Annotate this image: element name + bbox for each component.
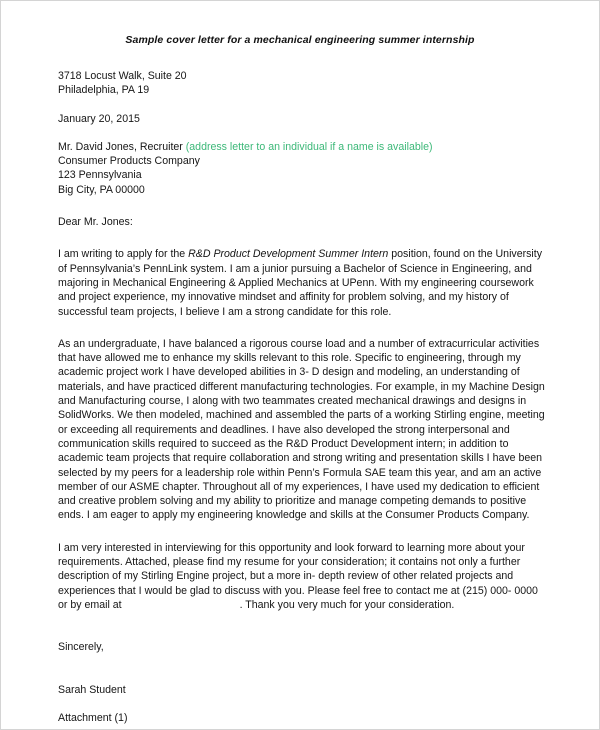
sender-address-line-1: 3718 Locust Walk, Suite 20 — [58, 70, 187, 82]
body-paragraph-3 — [58, 541, 545, 612]
document-title: Sample cover letter for a mechanical engineering summer internship — [125, 34, 475, 46]
paragraph-3-text-before-email: I am very interested in interviewing for this opportunity and look forward to learning more about your requirements. Attached, please find my resume for your consideration; it contains not only a further description of my Stirling Engine project, but a more in- depth review of other related projects and experiences that I would be glad to discuss with you. Please feel free to contact me at (215) 000- 0000 or by email at — [58, 541, 538, 611]
spacer — [58, 126, 545, 140]
attachment-note: Attachment (1) — [58, 711, 128, 724]
recipient-address-block — [58, 140, 545, 197]
position-title: R&D Product Development Summer Intern — [188, 248, 389, 261]
spacer — [58, 229, 545, 247]
spacer — [58, 612, 545, 640]
paragraph-3-text-after-email: . Thank you very much for your consideration. — [239, 598, 455, 611]
recipient-annotation: (address letter to an individual if a name is available) — [185, 140, 433, 153]
sender-address-line-2: Philadelphia, PA 19 — [58, 84, 150, 97]
spacer — [58, 523, 545, 541]
signature-space — [58, 655, 545, 683]
body-paragraph-1 — [58, 247, 545, 318]
spacer — [58, 98, 545, 112]
recipient-name: Mr. David Jones, Recruiter — [58, 140, 183, 153]
paragraph-1-text-before-position: I am writing to apply for the — [58, 248, 189, 261]
sender-address-block — [58, 69, 545, 98]
signature-name: Sarah Student — [58, 683, 126, 696]
recipient-name-line — [58, 140, 545, 154]
paragraph-1-text-after-position: position, found on the University of Pennsylvania’s PennLink system. I am a junior pursuing a Bachelor of Science in Engineering, and majoring in Mechanical Engineering & Applied Mechanics at UPenn. With my engineering coursework and project experience, my innovative mindset and affinity for problem solving, and my history of successful team projects, I believe I am a strong candidate for this role. — [58, 248, 543, 318]
recipient-city-state-zip: Big City, PA 00000 — [58, 183, 145, 196]
recipient-company: Consumer Products Company — [58, 155, 200, 168]
body-paragraph-2: As an undergraduate, I have balanced a rigorous course load and a number of extracurricular activities that have allowed me to enhance my skills relevant to this role. Specific to engineering, through my academic project work I have developed abilities in 3- D design and modeling, an understanding of materials, and have practiced different manufacturing technologies. For example, in my Machine Design and Manufacturing course, I along with two teammates created mechanical drawings and designs in SolidWorks. We then modeled, machined and assembled the parts of a working Stirling engine, meeting or exceeding all requirements and deadlines. I have also developed the strong interpersonal and communication skills required to succeed as the R&D Product Development intern; in addition to academic team projects that require collaboration and strong writing and presentation skills I have been selected by my peers for a leadership role within Penn’s Formula SAE team this year, and am an active member of our ASME chapter. Throughout all of my experiences, I have used my dedication to efficient and creative problem solving and my ability to prioritize and manage competing demands to positive ends. I am eager to apply my engineering knowledge and skills at the Consumer Products Company. — [58, 337, 545, 522]
date-block — [58, 112, 545, 126]
valediction: Sincerely, — [58, 641, 104, 654]
letter-date: January 20, 2015 — [58, 112, 140, 125]
spacer — [58, 197, 545, 215]
spacer — [58, 319, 545, 337]
recipient-street: 123 Pennsylvania — [58, 169, 142, 182]
spacer — [58, 697, 545, 711]
salutation: Dear Mr. Jones: — [58, 216, 133, 229]
salutation-block — [58, 215, 545, 229]
letter-body — [58, 69, 545, 725]
